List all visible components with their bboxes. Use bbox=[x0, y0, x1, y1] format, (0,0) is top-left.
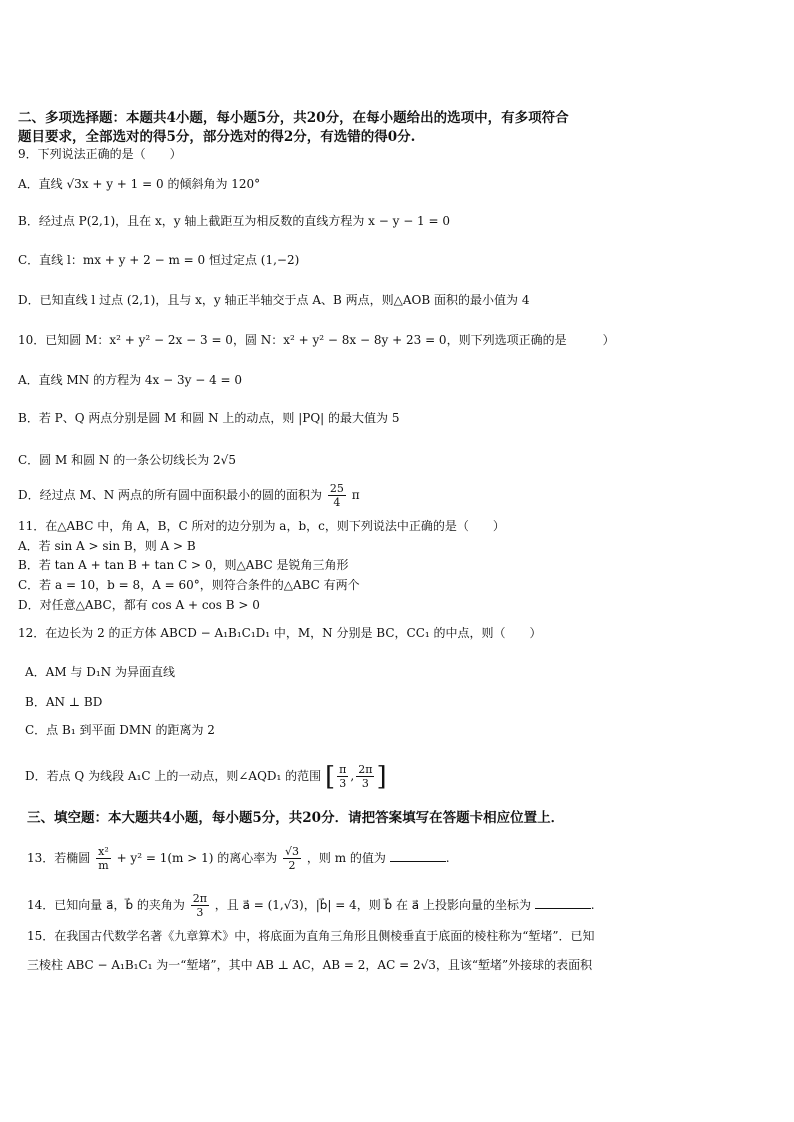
q13-numerator-2: √3 bbox=[285, 845, 300, 858]
q9-option-d: D．已知直线 l 过点 (2,1)，且与 x，y 轴正半轴交于点 A、B 两点，则△AOB 面积的最小值为 4 bbox=[18, 293, 530, 307]
q13-suffix: ，则 m 的值为 bbox=[306, 851, 386, 865]
q12-d-numerator-1: π bbox=[339, 763, 347, 776]
q13-end: . bbox=[445, 851, 450, 865]
q15-line2: 三棱柱 ABC − A₁B₁C₁ 为一“堑堵”，其中 AB ⊥ AC，AB = 2，AC = 2√3，且该“堑堵”外接球的表面积 bbox=[27, 958, 593, 972]
q11-option-a: A．若 sin A > sin B，则 A > B bbox=[18, 539, 196, 553]
q10-d-pi: π bbox=[351, 488, 360, 502]
q12-d-right-bracket: ] bbox=[376, 761, 387, 792]
q12-d-denominator-2: 3 bbox=[361, 777, 369, 790]
q14-denominator: 3 bbox=[196, 906, 204, 919]
q13-denominator-1: m bbox=[98, 859, 109, 872]
q9-option-c: C．直线 l：mx + y + 2 − m = 0 恒过定点 (1,−2) bbox=[18, 253, 300, 267]
q12-option-b: B．AN ⊥ BD bbox=[25, 695, 103, 709]
q15-line1: 15．在我国古代数学名著《九章算术》中，将底面为直角三角形且侧棱垂直于底面的棱柱称为“堑堵”．已知 bbox=[27, 929, 595, 943]
q12-d-fraction-1 bbox=[337, 763, 348, 790]
q14-fraction bbox=[191, 892, 209, 919]
q12-stem: 12．在边长为 2 的正方体 ABCD − A₁B₁C₁D₁ 中，M，N 分别是 BC，CC₁ 的中点，则（ ） bbox=[18, 626, 542, 640]
q14-answer-blank[interactable] bbox=[535, 896, 591, 909]
q11-option-b: B．若 tan A + tan B + tan C > 0，则△ABC 是锐角三角形 bbox=[18, 558, 349, 572]
q13-denominator-2: 2 bbox=[288, 859, 296, 872]
q10-option-b: B．若 P、Q 两点分别是圆 M 和圆 N 上的动点，则 |PQ| 的最大值为 5 bbox=[18, 411, 400, 425]
q9-option-a: A．直线 √3x + y + 1 = 0 的倾斜角为 120° bbox=[18, 177, 261, 191]
q13-prefix: 13．若椭圆 bbox=[27, 851, 91, 865]
q12-option-d: D．若点 Q 为线段 A₁C 上的一动点，则∠AQD₁ 的范围 [ $\frac{\pi}{3}$ , $\frac{2\pi}{3}$ ] bbox=[25, 761, 387, 792]
q13-middle: + y² = 1(m > 1) 的离心率为 bbox=[116, 851, 278, 865]
q13-answer-blank[interactable] bbox=[390, 849, 446, 862]
q10-d-text: D．经过点 M、N 两点的所有圆中面积最小的圆的面积为 bbox=[18, 488, 323, 502]
q14-numerator: 2π bbox=[192, 892, 207, 905]
q10-option-c: C．圆 M 和圆 N 的一条公切线长为 2√5 bbox=[18, 453, 236, 467]
q10-stem: 10．已知圆 M：x² + y² − 2x − 3 = 0，圆 N：x² + y² − 8x − 8y + 23 = 0，则下列选项正确的是 ） bbox=[18, 333, 615, 347]
q12-option-a: A．AM 与 D₁N 为异面直线 bbox=[25, 665, 175, 679]
q13-numerator-1: x² bbox=[98, 845, 109, 858]
q12-d-fraction-2 bbox=[356, 763, 374, 790]
q11-option-d: D．对任意△ABC，都有 cos A + cos B > 0 bbox=[18, 598, 260, 612]
q14-end: . bbox=[590, 898, 595, 912]
q10-d-fraction bbox=[328, 482, 346, 509]
q10-option-a: A．直线 MN 的方程为 4x − 3y − 4 = 0 bbox=[18, 373, 243, 387]
q14-suffix: ，且 a⃗ = (1,√3)，|b⃗| = 4，则 b⃗ 在 a⃗ 上投影向量的坐标为 bbox=[214, 898, 531, 912]
q11-option-c: C．若 a = 10，b = 8，A = 60°，则符合条件的△ABC 有两个 bbox=[18, 578, 360, 592]
q9-option-b: B．经过点 P(2,1)，且在 x，y 轴上截距互为相反数的直线方程为 x − y − 1 = 0 bbox=[18, 214, 451, 228]
section2-title-line2: 题目要求，全部选对的得5分，部分选对的得2分，有选错的得0分. bbox=[18, 129, 416, 145]
q12-d-text: D．若点 Q 为线段 A₁C 上的一动点，则∠AQD₁ 的范围 bbox=[25, 769, 322, 783]
q12-d-numerator-2: 2π bbox=[358, 763, 373, 776]
q10-d-numerator: 25 bbox=[329, 482, 344, 495]
q10-d-denominator: 4 bbox=[333, 496, 341, 509]
q12-option-c: C．点 B₁ 到平面 DMN 的距离为 2 bbox=[25, 723, 215, 737]
q12-d-denominator-1: 3 bbox=[339, 777, 347, 790]
q9-stem: 9．下列说法正确的是（ ） bbox=[18, 147, 182, 161]
q14-line bbox=[27, 892, 595, 919]
q13-line bbox=[27, 845, 450, 872]
section2-title-line1: 二、多项选择题：本题共4小题，每小题5分，共20分，在每小题给出的选项中，有多项符合 bbox=[18, 110, 569, 126]
section3-title: 三、填空题：本大题共4小题，每小题5分，共20分．请把答案填写在答题卡相应位置上． bbox=[27, 810, 565, 826]
q13-fraction-1 bbox=[96, 845, 111, 872]
q14-prefix: 14．已知向量 a⃗，b⃗ 的夹角为 bbox=[27, 898, 185, 912]
q11-stem: 11．在△ABC 中，角 A，B，C 所对的边分别为 a，b，c，则下列说法中正确的是（ ） bbox=[18, 519, 505, 533]
q12-d-left-bracket: [ bbox=[325, 761, 336, 792]
q10-option-d bbox=[18, 482, 360, 509]
q13-fraction-2 bbox=[283, 845, 301, 872]
